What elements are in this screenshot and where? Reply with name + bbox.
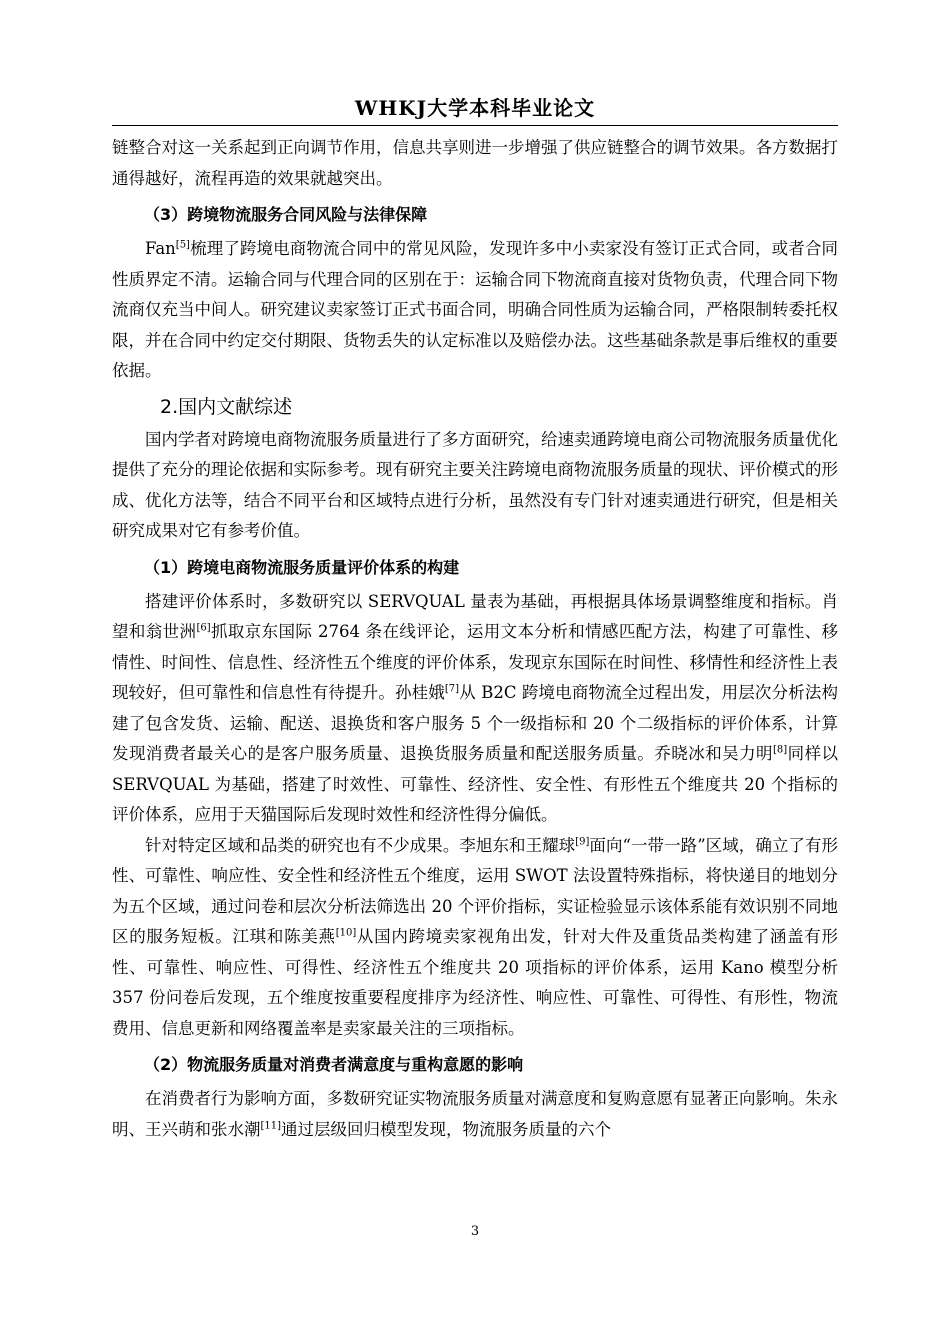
paragraph-fan (112, 234, 838, 387)
page-body (112, 133, 838, 1145)
text-run: 面向“一带一路”区域，确立了有形性、可靠性、响应性、安全性和经济性五个维度，运用 SWOT 法设置特殊指标，将快递目的地划分为五个区域，通过问卷和层次分析法筛选出 20 个评价指标，实证检验显示该体系能有效识别不同地区的服务短板。江琪和陈美燕 (112, 835, 839, 946)
text-run: 通过层级回归模型发现，物流服务质量的六个 (281, 1119, 612, 1139)
citation-ref: [5] (175, 239, 190, 251)
text-run: 搭建评价体系时，多数研究以 SERVQUAL 量表为基础，再根据具体场景调整维度和指标。肖望和翁世洲 (112, 591, 838, 641)
paragraph-evaluation (112, 587, 838, 831)
text-run: 从 B2C 跨境电商物流全过程出发，用层次分析法构建了包含发货、运输、配送、退换货和客户服务 5 个一级指标和 20 个二级指标的评价体系，计算发现消费者最关心的是客户服务质量、退换货服务质量和配送服务质量。乔晓冰和吴力明 (112, 683, 838, 763)
paragraph-continuation: 链整合对这一关系起到正向调节作用，信息共享则进一步增强了供应链整合的调节效果。各方数据打通得越好，流程再造的效果就越突出。 (112, 138, 838, 188)
subheading-contract-risk: （3）跨境物流服务合同风险与法律保障 (144, 205, 428, 224)
paragraph-region-category (112, 831, 838, 1045)
section-heading-domestic-review: 2.国内文献综述 (160, 395, 293, 418)
text-run: 在消费者行为影响方面，多数研究证实物流服务质量对满意度和复购意愿有显著正向影响。朱永明、王兴萌和张水潮 (112, 1089, 838, 1139)
subheading-evaluation-system: （1）跨境电商物流服务质量评价体系的构建 (144, 557, 460, 577)
subheading-satisfaction: （2）物流服务质量对消费者满意度与重构意愿的影响 (144, 1055, 524, 1074)
text-run: Fan (145, 239, 176, 258)
text-run: 针对特定区域和品类的研究也有不少成果。李旭东和王耀球 (145, 835, 576, 855)
text-run: 同样以 SERVQUAL 为基础，搭建了时效性、可靠性、经济性、安全性、有形性五个维度共 20 个指标的评价体系，应用于天猫国际后发现时效性和经济性得分偏低。 (112, 744, 839, 824)
citation-ref: [11] (260, 1120, 282, 1131)
paragraph-consumer-behavior (112, 1084, 838, 1145)
citation-ref: [10] (335, 927, 357, 939)
text-run: 抓取京东国际 2764 条在线评论，运用文本分析和情感匹配方法，构建了可靠性、移情性、时间性、信息性、经济性五个维度的评价体系，发现京东国际在时间性、移情性和经济性上表现较好，但可靠性和信息性有待提升。孙桂娥 (112, 622, 839, 702)
page-number: 3 (470, 1224, 480, 1239)
text-run: 梳理了跨境电商物流合同中的常见风险，发现许多中小卖家没有签订正式合同，或者合同性质界定不清。运输合同与代理合同的区别在于：运输合同下物流商直接对货物负责，代理合同下物流商仅充当中间人。研究建议卖家签订正式书面合同，明确合同性质为运输合同，严格限制转委托权限，并在合同中约定交付期限、货物丢失的认定标准以及赔偿办法。这些基础条款是事后维权的重要依据。 (112, 239, 838, 380)
text-run: 从国内跨境卖家视角出发，针对大件及重货品类构建了涵盖有形性、可靠性、响应性、可得性、经济性五个维度共 20 项指标的评价体系，运用 Kano 模型分析 357 份问卷后发现，五个维度按重要程度排序为经济性、响应性、可靠性、可得性、有形性，物流费用、信息更新和网络覆盖率是卖家最关注的三项指标。 (112, 927, 839, 1038)
citation-ref: [7] (444, 683, 460, 695)
citation-ref: [9] (575, 836, 590, 847)
paragraph-domestic-intro: 国内学者对跨境电商物流服务质量进行了多方面研究，给速卖通跨境电商公司物流服务质量优化提供了充分的理论依据和实际参考。现有研究主要关注跨境电商物流服务质量的现状、评价模式的形成、优化方法等，结合不同平台和区域特点进行分析，虽然没有专门针对速卖通进行研究，但是相关研究成果对它有参考价值。 (112, 429, 838, 540)
citation-ref: [6] (196, 622, 211, 634)
citation-ref: [8] (772, 744, 788, 756)
page-header-title: WHKJ大学本科毕业论文 (354, 96, 596, 120)
header-rule (112, 125, 838, 126)
